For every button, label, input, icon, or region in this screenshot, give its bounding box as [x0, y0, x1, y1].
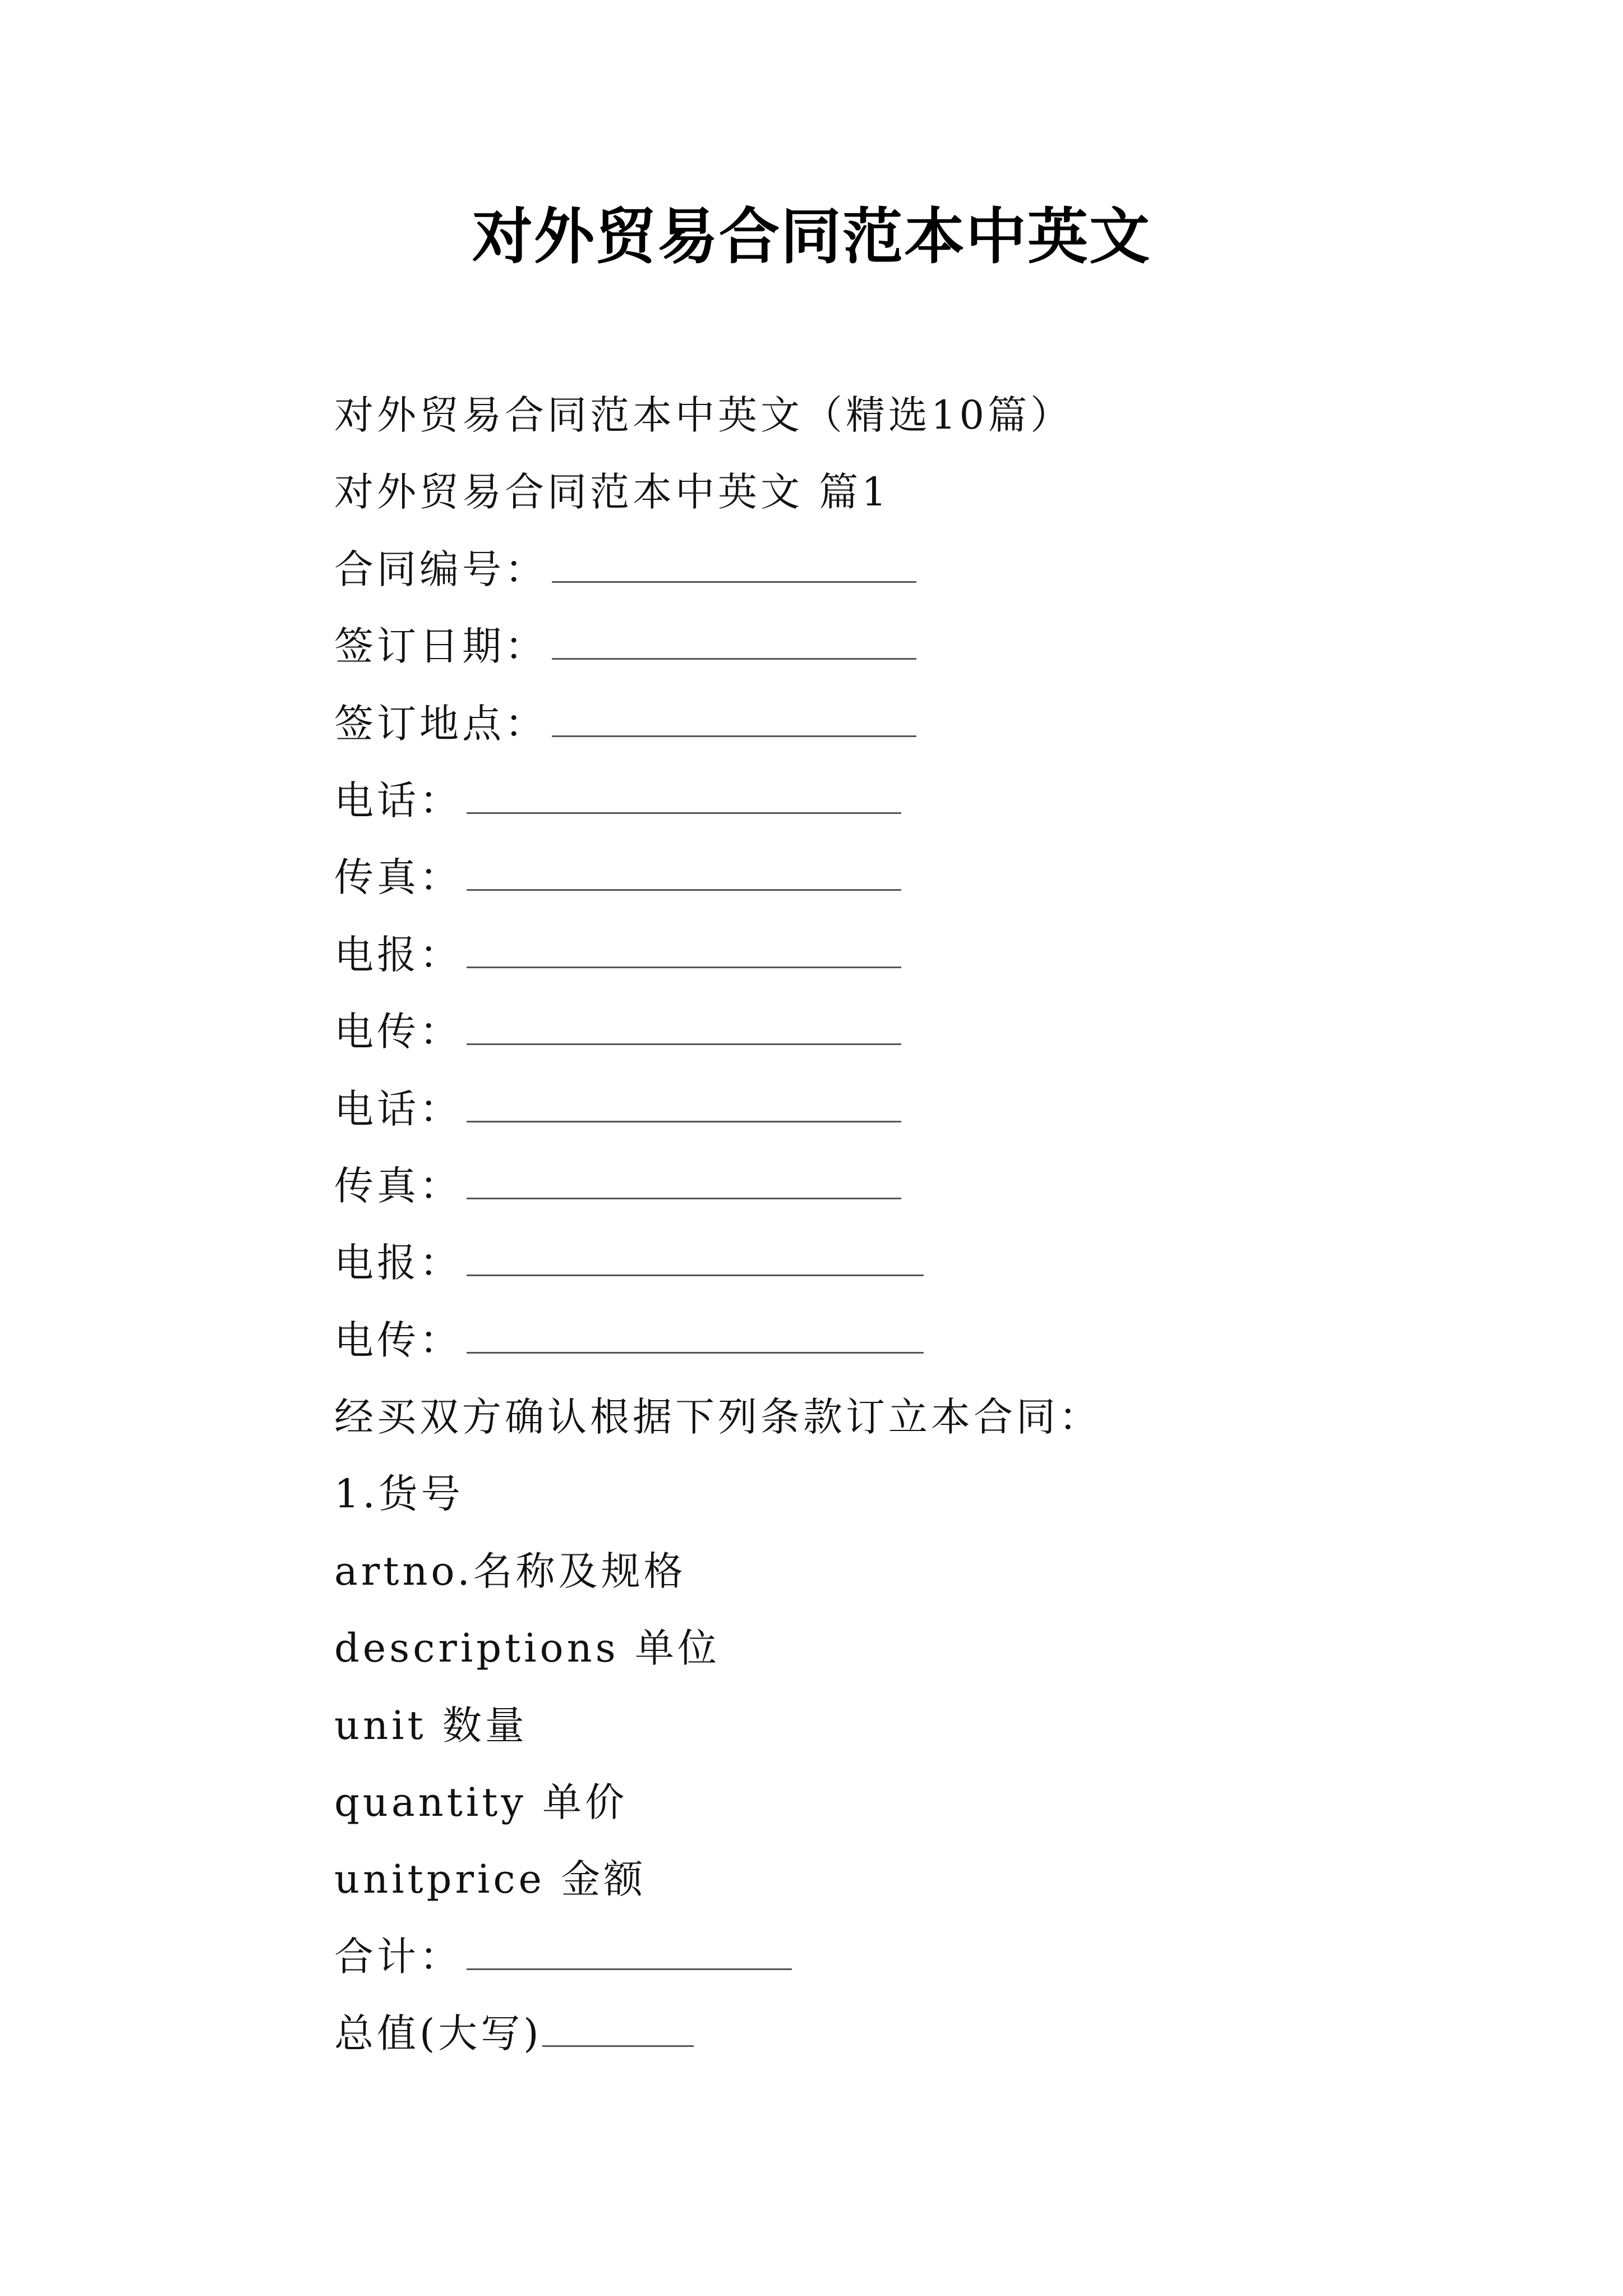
field-label: 电话： [334, 777, 462, 823]
field-sign-date [334, 608, 1456, 685]
item-line: unitprice 金额 [334, 1856, 647, 1903]
blank-line [467, 1248, 924, 1276]
item-line: quantity 单价 [334, 1779, 628, 1826]
total-line [334, 1918, 1456, 1995]
blank-line [467, 940, 901, 968]
field-phone-2 [334, 1071, 1456, 1148]
blank-line [467, 862, 901, 891]
field-label: 电传： [334, 1009, 462, 1055]
document-title: 对外贸易合同范本中英文 [472, 201, 1151, 272]
blank-line [542, 2018, 694, 2047]
blank-line [467, 1171, 901, 1199]
field-label: 电传： [334, 1317, 462, 1363]
blank-line [467, 1094, 901, 1122]
field-telegram-2 [334, 1225, 1456, 1301]
intro-paragraph: 经买双方确认根据下列条款订立本合同： [334, 1394, 1101, 1441]
field-phone-1 [334, 762, 1456, 839]
field-label: 电报： [334, 931, 462, 978]
blank-line [467, 1941, 792, 1970]
field-telex-1 [334, 993, 1456, 1070]
blank-line [467, 785, 901, 814]
blank-line [467, 1325, 924, 1354]
field-telegram-1 [334, 917, 1456, 993]
field-label: 电话： [334, 1085, 462, 1132]
item-line: unit 数量 [334, 1702, 528, 1749]
total-value-line [334, 1995, 1456, 2072]
document-body [334, 377, 1456, 2073]
field-telex-2 [334, 1302, 1456, 1379]
document-subtitle: 对外贸易合同范本中英文（精选10篇） [334, 392, 1073, 438]
section-heading: 对外贸易合同范本中英文 篇1 [334, 469, 890, 516]
item-line: artno.名称及规格 [334, 1548, 686, 1594]
blank-line [552, 631, 916, 660]
field-contract-number [334, 531, 1456, 608]
total-value-label: 总值(大写) [334, 2010, 542, 2057]
field-fax-2 [334, 1148, 1456, 1225]
item-line: 1.货号 [334, 1471, 464, 1517]
blank-line [467, 1016, 901, 1045]
field-label: 传真： [334, 854, 462, 901]
blank-line [552, 708, 916, 737]
field-sign-place [334, 685, 1456, 762]
field-label: 传真： [334, 1162, 462, 1209]
blank-line [552, 554, 916, 583]
field-label: 合同编号： [334, 546, 547, 592]
total-label: 合计： [334, 1933, 462, 1980]
item-line: descriptions 单位 [334, 1625, 720, 1672]
field-label: 签订日期： [334, 623, 547, 670]
field-label: 电报： [334, 1240, 462, 1286]
field-label: 签订地点： [334, 700, 547, 747]
field-fax-1 [334, 839, 1456, 916]
